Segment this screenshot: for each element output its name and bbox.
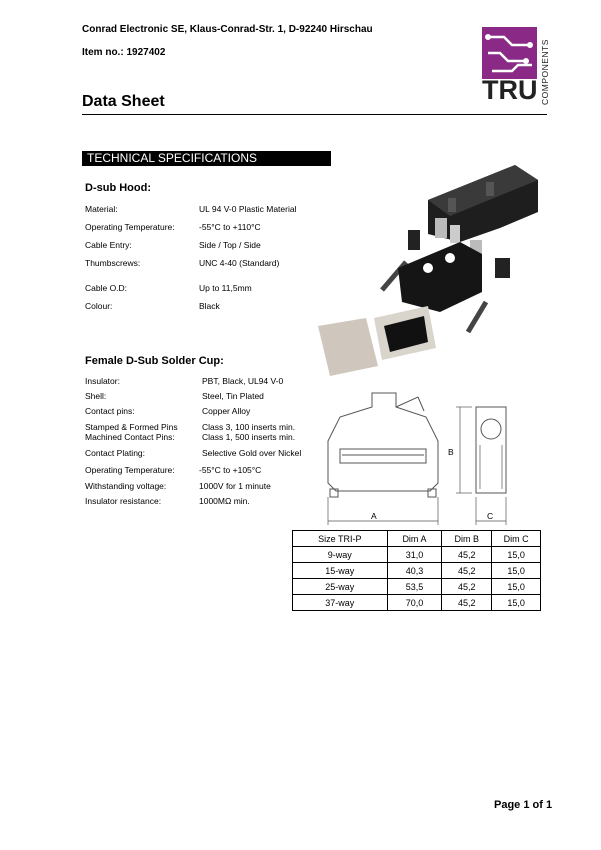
hood-label: Cable O.D: [85, 283, 128, 293]
table-cell: 15,0 [492, 579, 541, 595]
hood-value: Up to 11,5mm [199, 283, 252, 293]
solder-label: Insulator: [85, 376, 120, 386]
solder-value: -55°C to +105°C [199, 465, 262, 475]
company-address: Conrad Electronic SE, Klaus-Conrad-Str. 1, D-92240 Hirschau [82, 24, 373, 35]
logo-text: TRU [482, 75, 538, 105]
solder-value: Copper Alloy [202, 406, 251, 416]
solder-value: Selective Gold over Nickel [202, 448, 302, 458]
dim-c-label: C [487, 511, 494, 521]
table-cell: 45,2 [442, 595, 492, 611]
hood-label: Material: [85, 204, 118, 214]
solder-label: Machined Contact Pins: [85, 432, 175, 442]
solder-value: 1000MΩ min. [199, 496, 250, 506]
table-row [293, 595, 541, 611]
hood-value: Black [199, 301, 220, 311]
solder-label: Stamped & Formed Pins [85, 422, 178, 432]
solder-label: Insulator resistance: [85, 496, 162, 506]
table-cell: 15,0 [492, 563, 541, 579]
dimension-table [292, 530, 541, 611]
item-number: Item no.: 1927402 [82, 47, 166, 58]
product-photo [310, 150, 550, 380]
table-header: Size TRI-P [293, 531, 388, 547]
table-header-row [293, 531, 541, 547]
hood-value: Side / Top / Side [199, 240, 261, 250]
table-row [293, 547, 541, 563]
dim-a-label: A [371, 511, 377, 521]
table-cell: 9-way [293, 547, 388, 563]
table-cell: 15,0 [492, 547, 541, 563]
solder-value: Class 1, 500 inserts min. [202, 432, 296, 442]
solder-value: Steel, Tin Plated [202, 391, 264, 401]
solder-value: Class 3, 100 inserts min. [202, 422, 296, 432]
dim-b-label: B [448, 447, 454, 457]
hood-label: Cable Entry: [85, 240, 132, 250]
table-header: Dim B [442, 531, 492, 547]
table-cell: 40,3 [387, 563, 442, 579]
hood-label: Operating Temperature: [85, 222, 175, 232]
hood-label: Thumbscrews: [85, 258, 141, 268]
dimension-drawing [320, 385, 520, 525]
page-title: Data Sheet [82, 93, 165, 110]
hood-value: -55°C to +110°C [199, 222, 261, 232]
table-cell: 53,5 [387, 579, 442, 595]
page-number: Page 1 of 1 [494, 799, 553, 811]
solder-heading: Female D-Sub Solder Cup: [85, 355, 224, 367]
solder-label: Contact pins: [85, 406, 135, 416]
solder-value: 1000V for 1 minute [199, 481, 271, 491]
hood-heading: D-sub Hood: [85, 182, 151, 194]
hood-label: Colour: [85, 301, 113, 311]
table-header: Dim C [492, 531, 541, 547]
table-cell: 15-way [293, 563, 388, 579]
table-cell: 31,0 [387, 547, 442, 563]
hood-value: UNC 4-40 (Standard) [199, 258, 280, 268]
solder-label: Contact Plating: [85, 448, 146, 458]
hood-value: UL 94 V-0 Plastic Material [199, 204, 297, 214]
table-cell: 25-way [293, 579, 388, 595]
table-row [293, 563, 541, 579]
header-rule [82, 114, 547, 115]
circuit-logo-icon [482, 27, 537, 79]
tru-components-logo [482, 27, 552, 107]
table-cell: 45,2 [442, 563, 492, 579]
table-row [293, 579, 541, 595]
table-header: Dim A [387, 531, 442, 547]
solder-label: Shell: [85, 391, 107, 401]
logo-side-text: COMPONENTS [540, 39, 550, 105]
table-cell: 45,2 [442, 547, 492, 563]
section-bar: TECHNICAL SPECIFICATIONS [82, 151, 331, 166]
solder-label: Withstanding voltage: [85, 481, 167, 491]
table-cell: 37-way [293, 595, 388, 611]
solder-value: PBT, Black, UL94 V-0 [202, 376, 284, 386]
table-cell: 45,2 [442, 579, 492, 595]
table-cell: 70,0 [387, 595, 442, 611]
table-cell: 15,0 [492, 595, 541, 611]
solder-label: Operating Temperature: [85, 465, 175, 475]
